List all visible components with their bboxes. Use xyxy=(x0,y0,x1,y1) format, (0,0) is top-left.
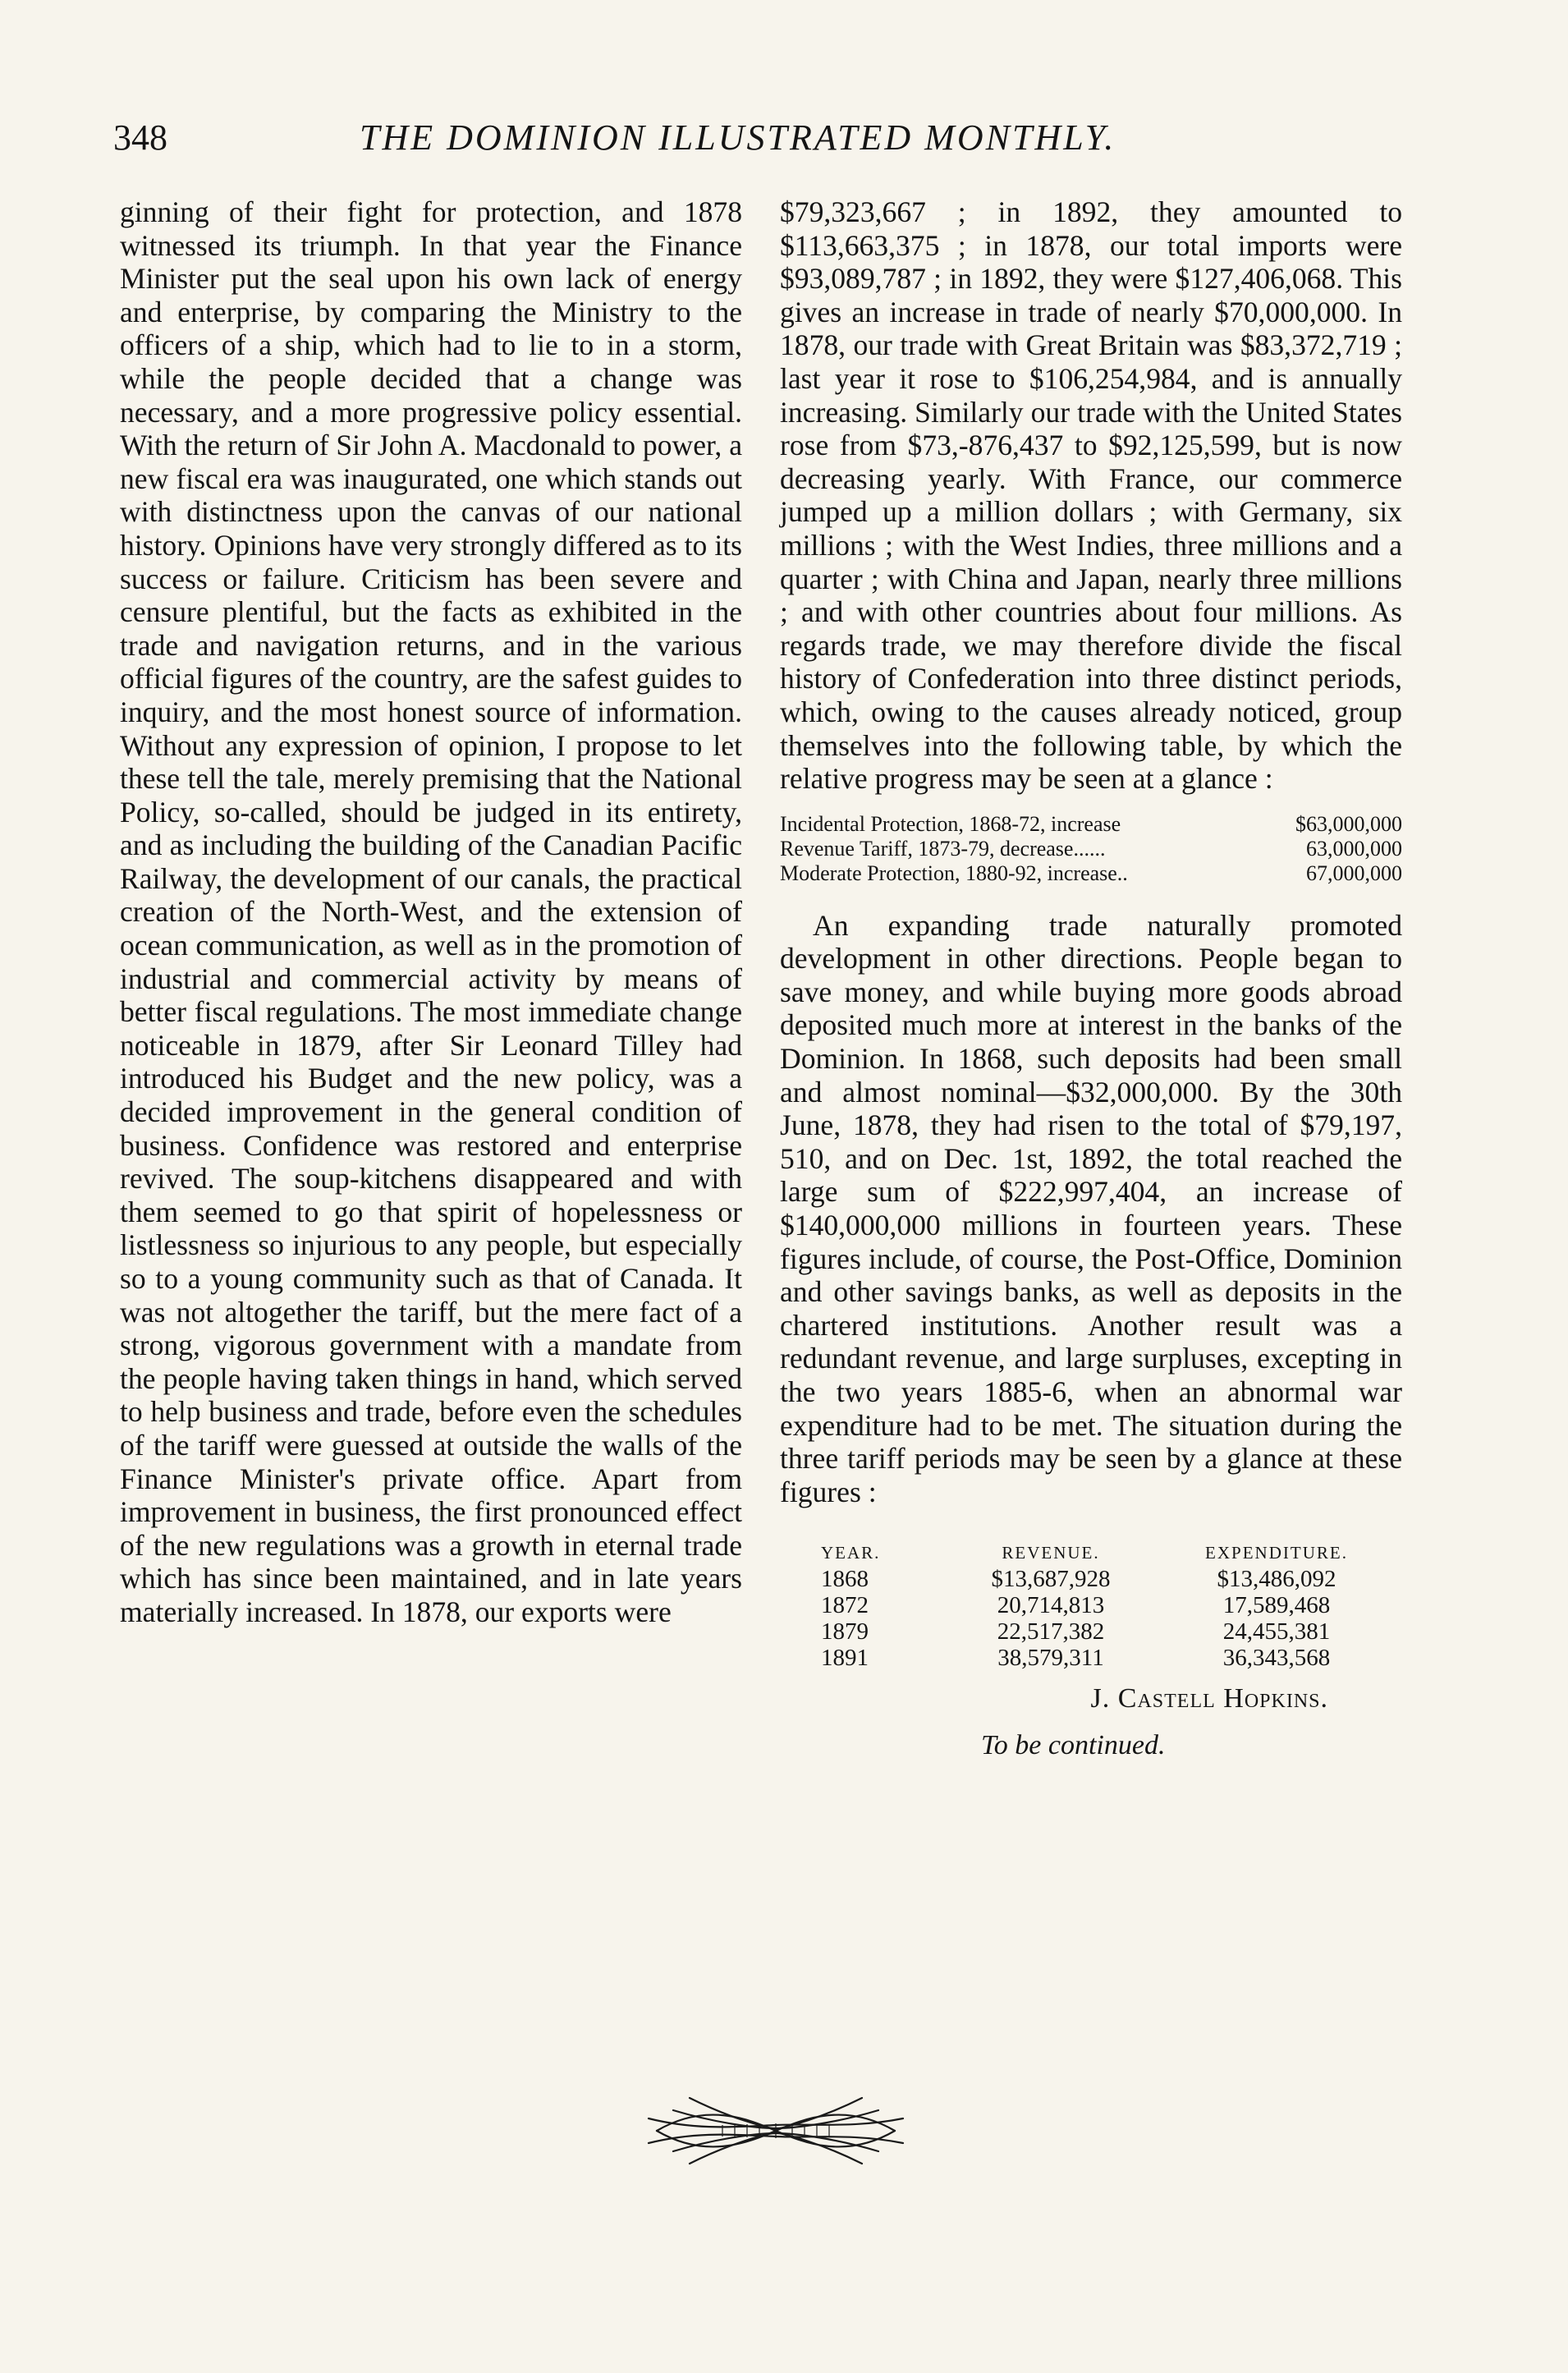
summary-label: Incidental Protection, 1868-72, increase xyxy=(780,811,1121,836)
author-name: J. Castell Hopkins. xyxy=(1090,1683,1328,1714)
summary-row xyxy=(780,837,1402,861)
table-header-row xyxy=(821,1540,1396,1566)
column-header: YEAR. xyxy=(821,1543,881,1563)
table-cell: 1891 xyxy=(821,1645,869,1672)
table-cell: 1868 xyxy=(821,1566,869,1593)
summary-label: Revenue Tariff, 1873-79, decrease...... xyxy=(780,836,1106,861)
table-cell: $13,486,092 xyxy=(1217,1566,1336,1593)
right-column xyxy=(780,195,1402,1763)
body-paragraph: ginning of their fight for protection, and 1878 witnessed its triumph. In that year the Finance Minister put the seal upon his own lack of energy and enterprise, by comparing the Ministry to the officers of a ship, which had to lie to in a storm, while the people decided that a change was necessary, and a more progressive policy essential. With the return of Sir John A. Macdonald to power, a new fiscal era was inaugurated, one which stands out with distinctness upon the canvas of our national history. Opinions have very strongly differed as to its success or failure. Criticism has been severe and censure plentiful, but the facts as exhibited in the trade and navigation returns, and in the various official figures of the country, are the safest guides to inquiry, and the most honest source of information. Without any expression of opinion, I propose to let these tell the tale, merely premising that the National Policy, so-called, should be judged in its entirety, and as including the building of the Canadian Pacific Railway, the development of our canals, the practical creation of the North-West, and the extension of ocean communication, as well as in the promotion of industrial and commercial activity by means of better fiscal regulations. The most immediate change noticeable in 1879, after Sir Leonard Tilley had introduced his Budget and the new policy, was a decided improvement in the general condition of business. Confidence was restored and enterprise revived. The soup-kitchens disappeared and with them seemed to go that spirit of hopelessness or listlessness so injurious to any people, but especially so to a young community such as that of Canada. It was not altogether the tariff, but the mere fact of a strong, vigorous government with a mandate from the people having taken things in hand, which served to help business and trade, before even the schedules of the tariff were guessed at outside the walls of the Finance Minister's private office. Apart from improvement in business, the first pronounced effect of the new regulations was a growth in eternal trade which has since been maintained, and in late years materially increased. In 1878, our exports were xyxy=(120,195,742,1628)
table-cell: 24,455,381 xyxy=(1222,1618,1331,1645)
page-header xyxy=(113,117,1148,158)
summary-value: 67,000,000 xyxy=(1306,861,1402,885)
page-number: 348 xyxy=(113,117,167,158)
summary-row xyxy=(780,812,1402,837)
continued-note: To be continued. xyxy=(981,1729,1166,1760)
table-cell: $13,687,928 xyxy=(991,1566,1111,1593)
summary-value: $63,000,000 xyxy=(1295,811,1402,836)
table-cell: 1879 xyxy=(821,1618,869,1645)
table-row xyxy=(821,1566,1396,1592)
summary-row xyxy=(780,861,1402,886)
running-title: THE DOMINION ILLUSTRATED MONTHLY. xyxy=(360,117,1116,158)
table-cell: 1872 xyxy=(821,1592,869,1619)
column-header: EXPENDITURE. xyxy=(1205,1543,1348,1563)
summary-value: 63,000,000 xyxy=(1306,836,1402,861)
table-row xyxy=(821,1645,1396,1671)
table-cell: 36,343,568 xyxy=(1222,1645,1331,1672)
summary-label: Moderate Protection, 1880-92, increase.. xyxy=(780,861,1128,885)
body-paragraph: $79,323,667 ; in 1892, they amounted to $113,663,375 ; in 1878, our total imports were $93,089,787 ; in 1892, they were $127,406,068. This gives an increase in trade of nearly $70,000,000. In 1878, our trade with Great Britain was $83,372,719 ; last year it rose to $106,254,984, and is annually increasing. Similarly our trade with the United States rose from $73,-876,437 to $92,125,599, but is now decreasing yearly. With France, our commerce jumped up a million dollars ; with Germany, six millions ; with the West Indies, three millions and a quarter ; with China and Japan, nearly three millions ; and with other countries about four millions. As regards trade, we may therefore divide the fiscal history of Confederation into three distinct periods, which, owing to the causes already noticed, group themselves into the following table, by which the relative progress may be seen at a glance : xyxy=(780,195,1402,796)
body-paragraph: An expanding trade naturally promoted development in other directions. People began to save money, and while buying more goods abroad deposited much more at interest in the banks of the Dominion. In 1868, such deposits had been small and almost nominal—$32,000,000. By the 30th June, 1878, they had risen to the total of $79,197, 510, and on Dec. 1st, 1892, the total reached the large sum of $222,997,404, an increase of $140,000,000 millions in fourteen years. These figures include, of course, the Post-Office, Dominion and other savings banks, as well as deposits in the chartered institutions. Another result was a redundant revenue, and large surpluses, excepting in the two years 1885-6, when an abnormal war expenditure had to be met. The situation during the three tariff periods may be seen by a glance at these figures : xyxy=(780,908,1402,1508)
table-row xyxy=(821,1618,1396,1645)
table-cell: 17,589,468 xyxy=(1222,1592,1331,1619)
table-row xyxy=(821,1592,1396,1618)
table-cell: 38,579,311 xyxy=(997,1645,1104,1672)
table-cell: 22,517,382 xyxy=(997,1618,1105,1645)
left-column xyxy=(120,195,742,1629)
table-cell: 20,714,813 xyxy=(997,1592,1105,1619)
column-header: REVENUE. xyxy=(1002,1543,1100,1563)
ornament-icon xyxy=(640,2086,911,2176)
fiscal-figures-table xyxy=(821,1540,1396,1671)
author-signature xyxy=(780,1682,1402,1716)
trade-summary-table xyxy=(780,812,1402,886)
